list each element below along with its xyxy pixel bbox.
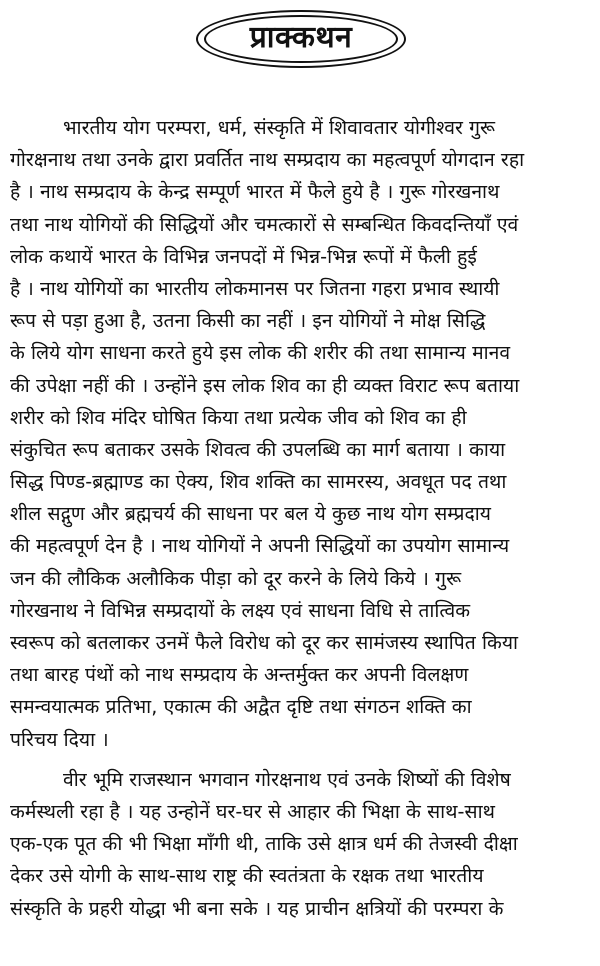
text-line: कर्मस्थली रहा है । यह उन्होनें घर-घर से आहार की भिक्षा के साथ-साथ xyxy=(10,799,495,823)
text-line: तथा बारह पंथों को नाथ सम्प्रदाय के अन्तर्मुक्त कर अपनी विलक्षण xyxy=(10,663,469,687)
text-line: एक-एक पूत की भी भिक्षा माँगी थी, ताकि उसे क्षात्र धर्म की तेजस्वी दीक्षा xyxy=(10,832,518,856)
text-line: परिचय दिया । xyxy=(10,727,109,751)
text-line: रूप से पड़ा हुआ है, उतना किसी का नहीं । इन योगियों ने मोक्ष सिद्धि xyxy=(10,309,486,333)
text-line: वीर भूमि राजस्थान भगवान गोरक्षनाथ एवं उनके शिष्यों की विशेष xyxy=(63,767,511,791)
text-line: देकर उसे योगी के साथ-साथ राष्ट्र की स्वतंत्रता के रक्षक तथा भारतीय xyxy=(10,864,484,888)
text-line: की उपेक्षा नहीं की । उन्होंने इस लोक शिव का ही व्यक्त विराट रूप बताया xyxy=(10,373,520,397)
paragraph-spacer xyxy=(10,756,588,764)
text-line: सिद्ध पिण्ड-ब्रह्माण्ड का ऐक्य, शिव शक्ति का सामरस्य, अवधूत पद तथा xyxy=(10,470,507,494)
text-line: गोरक्षनाथ तथा उनके द्वारा प्रवर्तित नाथ सम्प्रदाय का महत्वपूर्ण योगदान रहा xyxy=(10,148,525,172)
text-line: संकुचित रूप बताकर उसके शिवत्व की उपलब्धि का मार्ग बताया । काया xyxy=(10,437,506,461)
text-line: के लिये योग साधना करते हुये इस लोक की शरीर की तथा सामान्य मानव xyxy=(10,341,511,365)
text-line: लोक कथायें भारत के विभिन्न जनपदों में भिन्न-भिन्न रूपों में फैली हुई xyxy=(10,244,477,268)
text-line: की महत्वपूर्ण देन है । नाथ योगियों ने अपनी सिद्धियों का उपयोग सामान्य xyxy=(10,534,510,558)
text-line: गोरखनाथ ने विभिन्न सम्प्रदायों के लक्ष्य एवं साधना विधि से तात्विक xyxy=(10,598,471,622)
text-line: है । नाथ सम्प्रदाय के केन्द्र सम्पूर्ण भारत में फैले हुये है । गुरू गोरखनाथ xyxy=(10,180,500,204)
text-line: स्वरूप को बतलाकर उनमें फैले विरोध को दूर कर सामंजस्य स्थापित किया xyxy=(10,631,519,654)
page-title: प्राक्कथन xyxy=(249,20,353,55)
body-text xyxy=(10,112,588,925)
text-line: तथा नाथ योगियों की सिद्धियों और चमत्कारों से सम्बन्धित किवदन्तियाँ एवं xyxy=(10,212,519,236)
paragraph-2 xyxy=(10,764,588,925)
paragraph-1 xyxy=(10,112,588,756)
text-line: भारतीय योग परम्परा, धर्म, संस्कृति में शिवावतार योगीश्वर गुरू xyxy=(63,116,496,139)
text-line: शील सद्गुण और ब्रह्मचर्य की साधना पर बल ये कुछ नाथ योग सम्प्रदाय xyxy=(10,502,492,526)
text-line: है । नाथ योगियों का भारतीय लोकमानस पर जितना गहरा प्रभाव स्थायी xyxy=(10,276,500,300)
text-line: समन्वयात्मक प्रतिभा, एकात्म की अद्वैत दृष्टि तथा संगठन शक्ति का xyxy=(10,695,472,719)
text-line: शरीर को शिव मंदिर घोषित किया तथा प्रत्येक जीव को शिव का ही xyxy=(10,405,467,429)
title-oval xyxy=(196,10,406,68)
text-line: जन की लौकिक अलौकिक पीड़ा को दूर करने के लिये किये । गुरू xyxy=(10,566,462,590)
text-line: संस्कृति के प्रहरी योद्धा भी बना सके । यह प्राचीन क्षत्रियों की परम्परा के xyxy=(10,896,504,920)
